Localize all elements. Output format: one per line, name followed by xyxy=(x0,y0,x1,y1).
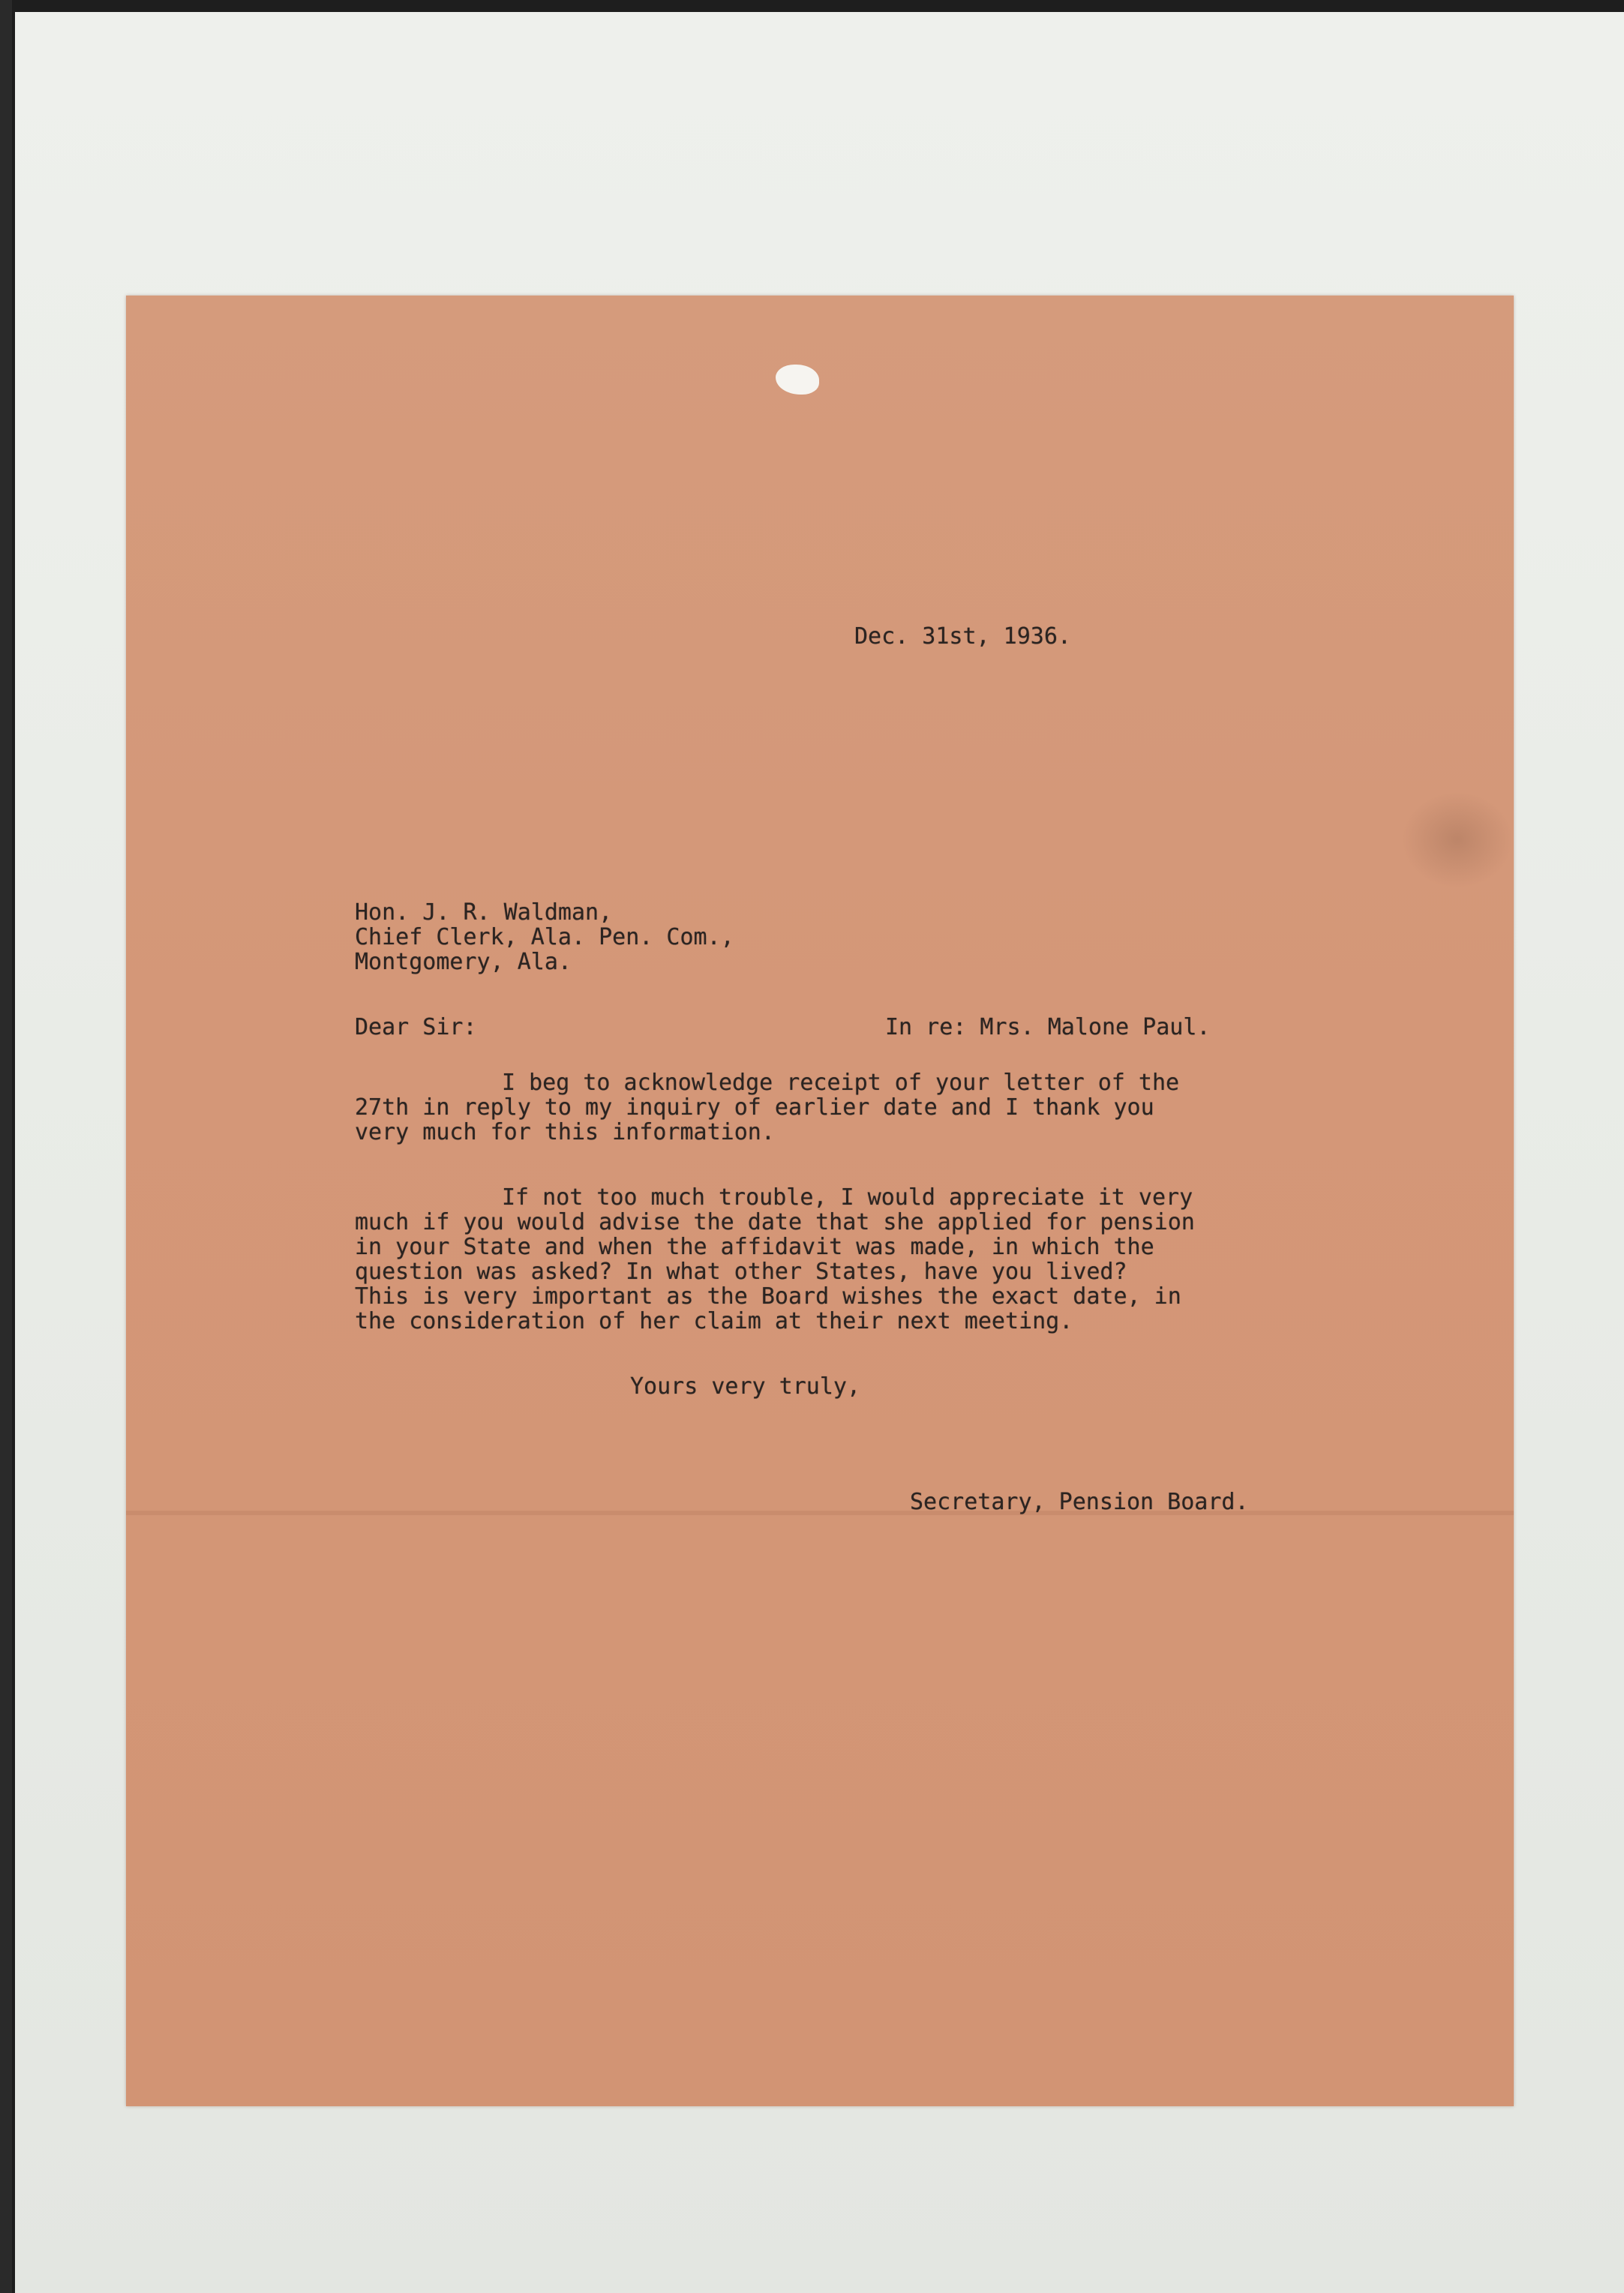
paragraph2-line: If not too much trouble, I would appreciate it very xyxy=(502,1184,1193,1211)
paper-smudge xyxy=(1401,791,1514,888)
paragraph2-line: question was asked? In what other States, have you lived? xyxy=(355,1259,1127,1285)
paragraph2-line: much if you would advise the date that she applied for pension xyxy=(355,1209,1195,1235)
scan-top-edge xyxy=(0,0,1624,12)
paragraph1-line: I beg to acknowledge receipt of your letter of the xyxy=(502,1070,1180,1096)
recipient-city: Montgomery, Ala. xyxy=(355,949,572,975)
paragraph1-line: very much for this information. xyxy=(355,1119,775,1145)
salutation: Dear Sir: xyxy=(355,1014,477,1040)
paragraph2-line: in your State and when the affidavit was made, in which the xyxy=(355,1234,1154,1260)
recipient-name: Hon. J. R. Waldman, xyxy=(355,899,613,926)
paragraph1-line: 27th in reply to my inquiry of earlier date and I thank you xyxy=(355,1094,1154,1121)
paper-fold-line xyxy=(126,1511,1514,1515)
paper-tear-hole xyxy=(776,365,819,395)
reference-line: In re: Mrs. Malone Paul. xyxy=(885,1014,1211,1040)
letter-date: Dec. 31st, 1936. xyxy=(854,623,1071,650)
closing: Yours very truly, xyxy=(630,1373,861,1400)
paragraph2-line: the consideration of her claim at their next meeting. xyxy=(355,1308,1073,1334)
recipient-title: Chief Clerk, Ala. Pen. Com., xyxy=(355,924,734,950)
signature-line: Secretary, Pension Board. xyxy=(910,1489,1249,1515)
paragraph2-line: This is very important as the Board wishes the exact date, in xyxy=(355,1283,1181,1310)
scan-left-edge xyxy=(0,0,12,2293)
